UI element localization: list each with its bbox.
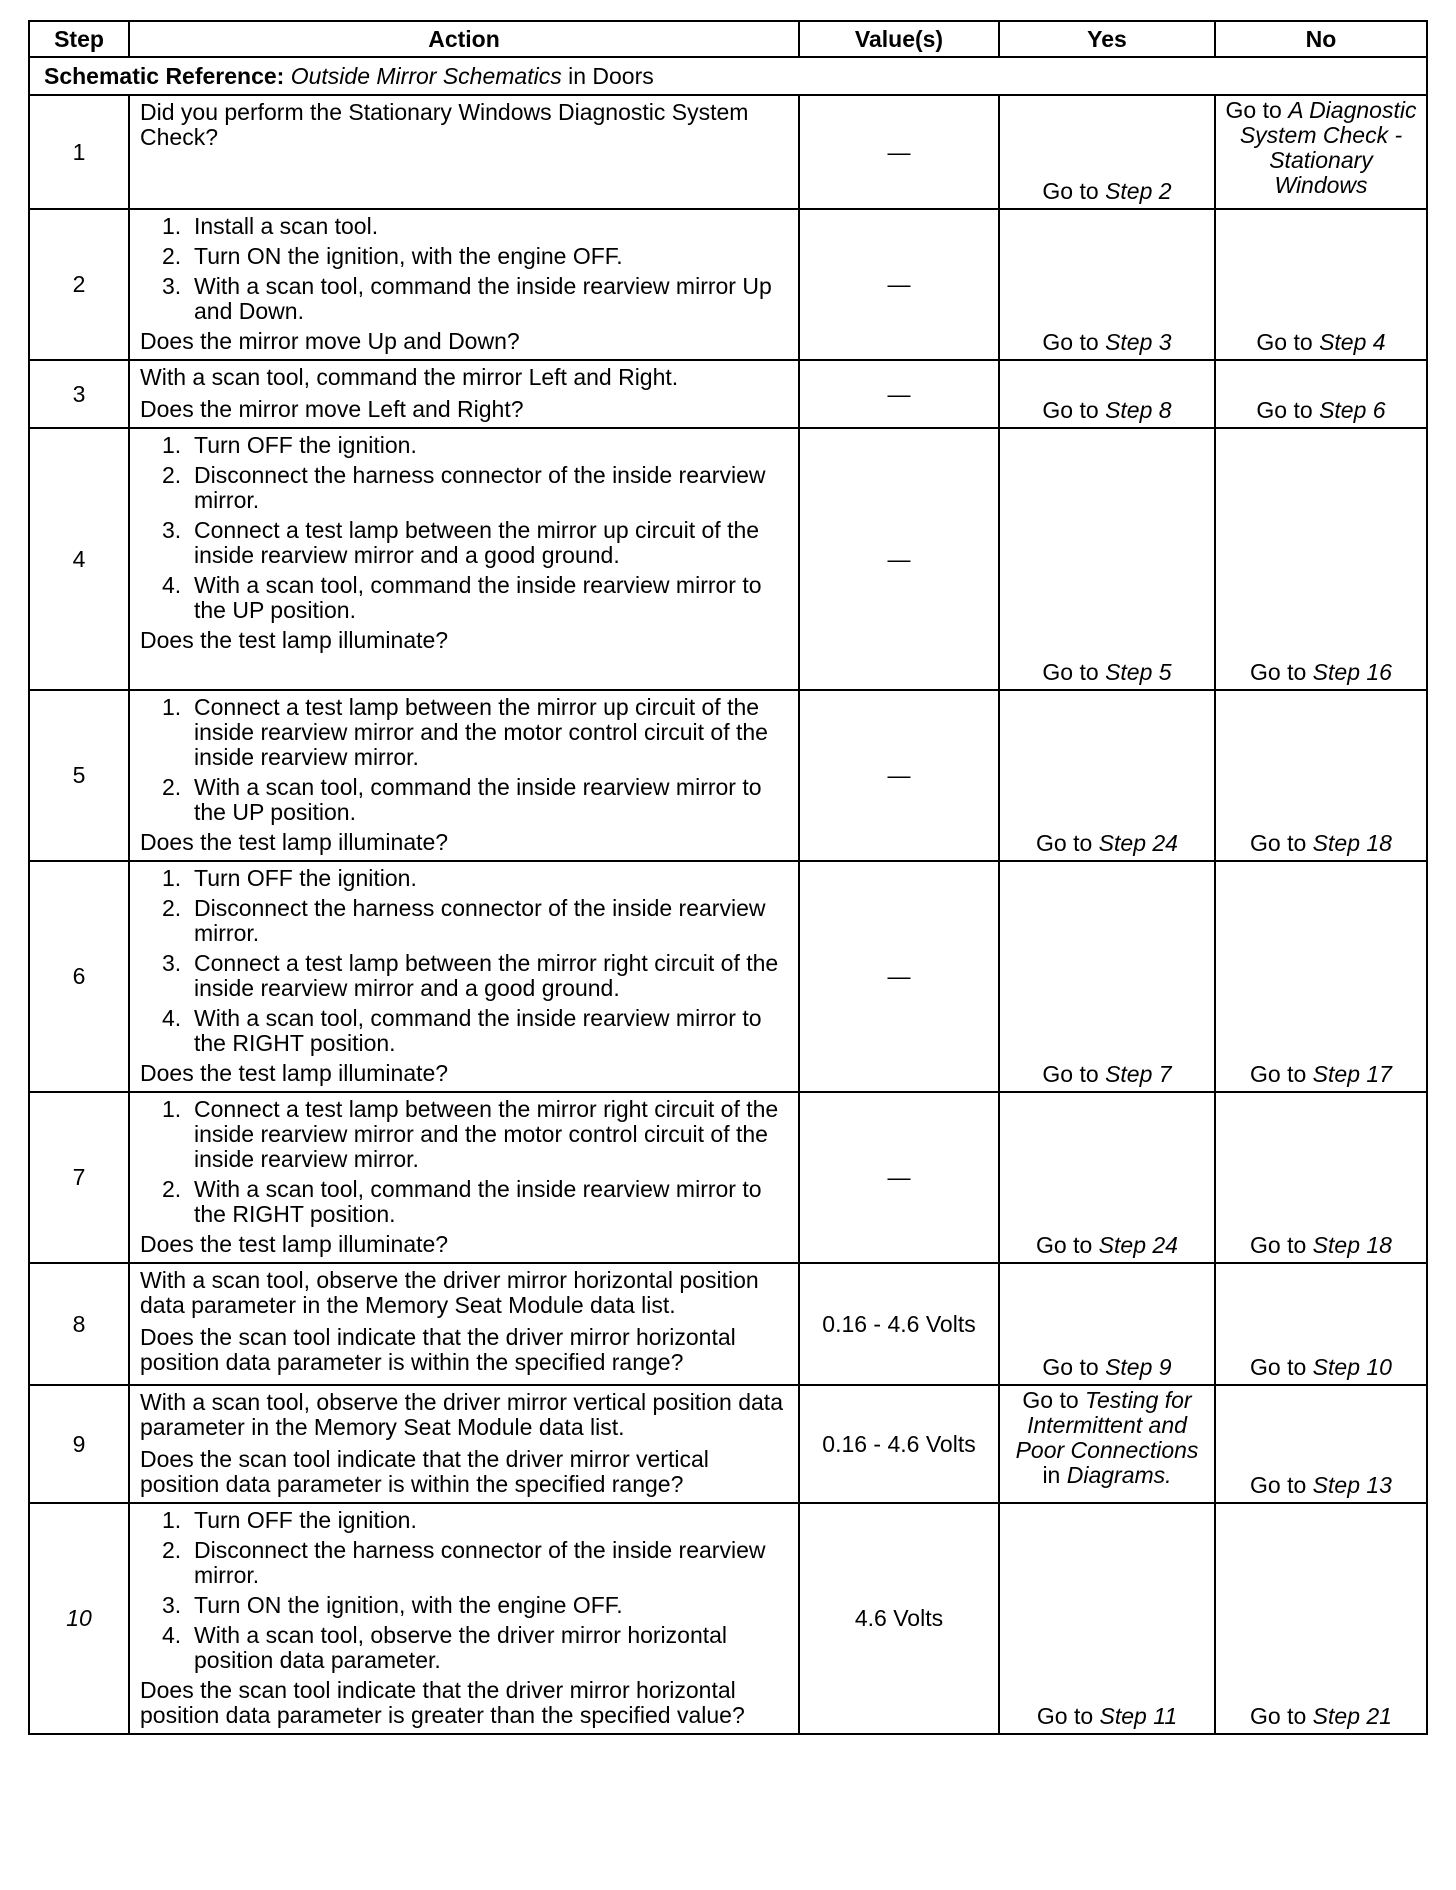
step-row-6 [29, 861, 1427, 1092]
action-steps [140, 695, 790, 825]
item-number: 4. [162, 1005, 182, 1031]
step-row-4 [29, 428, 1427, 690]
yes-step-link[interactable]: Step 24 [1098, 830, 1178, 856]
action-step-item [140, 1097, 790, 1172]
item-number: 1. [162, 432, 182, 458]
yes-cell [999, 209, 1215, 360]
value-cell: 0.16 - 4.6 Volts [799, 1263, 999, 1385]
yes-cell [999, 360, 1215, 428]
no-link[interactable]: A Diagnostic System Check - Stationary Windows [1239, 97, 1417, 198]
item-text: Connect a test lamp between the mirror up circuit of the inside rearview mirror and the motor control circuit of the inside rearview mirror. [194, 694, 768, 770]
action-step-item [140, 1538, 790, 1588]
step-number: 8 [29, 1263, 129, 1385]
yes-step-link[interactable]: Step 24 [1098, 1232, 1178, 1258]
goto-text: Go to [1250, 659, 1313, 685]
action-question: Does the mirror move Left and Right? [140, 396, 524, 422]
item-text: Turn ON the ignition, with the engine OFF. [194, 243, 623, 269]
value-cell: — [799, 360, 999, 428]
item-number: 2. [162, 774, 182, 800]
no-cell [1215, 360, 1427, 428]
value-cell: 0.16 - 4.6 Volts [799, 1385, 999, 1503]
action-steps [140, 1097, 790, 1227]
action-question: Does the test lamp illuminate? [140, 627, 449, 653]
no-cell [1215, 1092, 1427, 1263]
action-step-item [140, 518, 790, 568]
step-number: 10 [29, 1503, 129, 1734]
header-action: Action [129, 21, 799, 57]
no-step-link[interactable]: Step 16 [1312, 659, 1392, 685]
diagnostic-table-page [28, 20, 1426, 1735]
goto-text: Go to [1250, 1354, 1313, 1380]
item-text: Turn OFF the ignition. [194, 1507, 417, 1533]
yes-cell [999, 1385, 1215, 1503]
item-text: Connect a test lamp between the mirror right circuit of the inside rearview mirror and the motor control circuit of the inside rearview mirror. [194, 1096, 779, 1172]
action-step-item [140, 1508, 790, 1533]
action-step-item [140, 433, 790, 458]
schematic-label: Schematic Reference: [44, 62, 285, 89]
goto-text: Go to [1250, 830, 1313, 856]
item-text: With a scan tool, observe the driver mirror horizontal position data parameter. [194, 1622, 728, 1673]
value-cell: — [799, 95, 999, 209]
yes-cell [999, 1263, 1215, 1385]
action-step-item [140, 214, 790, 239]
no-cell [1215, 1385, 1427, 1503]
goto-text: Go to [1225, 97, 1289, 123]
item-text: Connect a test lamp between the mirror right circuit of the inside rearview mirror and a good ground. [194, 950, 779, 1001]
action-cell [129, 360, 799, 428]
yes-cell [999, 1503, 1215, 1734]
action-steps [140, 1508, 790, 1673]
action-step-item [140, 951, 790, 1001]
diagnostic-table [28, 20, 1428, 1735]
schematic-ref-link[interactable]: Outside Mirror Schematics [290, 62, 562, 89]
no-cell [1215, 209, 1427, 360]
yes-step-link[interactable]: Step 11 [1099, 1703, 1178, 1729]
no-step-link[interactable]: Step 18 [1312, 830, 1392, 856]
action-steps [140, 866, 790, 1056]
yes-step-link[interactable]: Step 9 [1105, 1354, 1172, 1380]
action-cell [129, 1503, 799, 1734]
in-text: in [1042, 1462, 1067, 1488]
step-row-2 [29, 209, 1427, 360]
goto-text: Go to [1256, 397, 1320, 423]
goto-text: Go to [1036, 1232, 1099, 1258]
action-step-item [140, 1593, 790, 1618]
no-step-link[interactable]: Step 10 [1312, 1354, 1392, 1380]
action-text: Did you perform the Stationary Windows Diagnostic System Check? [140, 99, 749, 150]
goto-text: Go to [1250, 1472, 1313, 1498]
goto-text: Go to [1256, 329, 1320, 355]
action-cell [129, 209, 799, 360]
schematic-suffix: in Doors [561, 62, 654, 89]
action-cell [129, 95, 799, 209]
yes-step-link[interactable]: Step 3 [1105, 329, 1172, 355]
goto-text: Go to [1042, 397, 1106, 423]
action-text: With a scan tool, observe the driver mirror vertical position data parameter in the Memory Seat Module data list. [140, 1389, 783, 1440]
item-number: 2. [162, 243, 182, 269]
item-text: Connect a test lamp between the mirror up circuit of the inside rearview mirror and a good ground. [194, 517, 760, 568]
item-text: Disconnect the harness connector of the inside rearview mirror. [194, 1537, 766, 1588]
step-number: 5 [29, 690, 129, 861]
item-text: Turn ON the ignition, with the engine OFF. [194, 1592, 623, 1618]
item-number: 2. [162, 1176, 182, 1202]
item-number: 1. [162, 694, 182, 720]
yes-link[interactable]: Testing for Intermittent and Poor Connections [1015, 1387, 1199, 1463]
no-step-link[interactable]: Step 4 [1319, 329, 1386, 355]
action-step-item [140, 573, 790, 623]
no-cell [1215, 95, 1427, 209]
step-row-1 [29, 95, 1427, 209]
yes-step-link[interactable]: Step 8 [1105, 397, 1172, 423]
no-cell [1215, 1263, 1427, 1385]
header-yes: Yes [999, 21, 1215, 57]
header-no: No [1215, 21, 1427, 57]
step-row-9 [29, 1385, 1427, 1503]
no-step-link[interactable]: Step 17 [1312, 1061, 1392, 1087]
schematic-reference-row [29, 57, 1427, 95]
step-row-10 [29, 1503, 1427, 1734]
value-cell: — [799, 209, 999, 360]
value-cell: 4.6 Volts [799, 1503, 999, 1734]
action-step-item [140, 244, 790, 269]
item-text: Disconnect the harness connector of the inside rearview mirror. [194, 895, 766, 946]
action-cell [129, 1263, 799, 1385]
item-number: 1. [162, 1096, 182, 1122]
item-number: 2. [162, 895, 182, 921]
goto-text: Go to [1250, 1232, 1313, 1258]
action-question: Does the mirror move Up and Down? [140, 328, 520, 354]
step-row-5 [29, 690, 1427, 861]
item-text: With a scan tool, command the inside rearview mirror to the UP position. [194, 774, 762, 825]
action-step-item [140, 896, 790, 946]
header-step: Step [29, 21, 129, 57]
step-row-8 [29, 1263, 1427, 1385]
action-question: Does the scan tool indicate that the driver mirror horizontal position data parameter is within the specified range? [140, 1324, 736, 1375]
action-cell [129, 690, 799, 861]
action-question: Does the scan tool indicate that the driver mirror horizontal position data parameter is greater than the specified value? [140, 1677, 745, 1728]
step-number: 1 [29, 95, 129, 209]
no-cell [1215, 690, 1427, 861]
value-cell: — [799, 1092, 999, 1263]
step-row-3 [29, 360, 1427, 428]
action-text: With a scan tool, command the mirror Left and Right. [140, 364, 679, 390]
item-text: Turn OFF the ignition. [194, 865, 417, 891]
value-cell: — [799, 690, 999, 861]
item-text: With a scan tool, command the inside rearview mirror to the UP position. [194, 572, 762, 623]
yes-cell [999, 95, 1215, 209]
item-number: 4. [162, 572, 182, 598]
goto-text: Go to [1036, 830, 1099, 856]
yes-step-link[interactable]: Step 7 [1105, 1061, 1172, 1087]
action-cell [129, 1385, 799, 1503]
goto-text: Go to [1042, 1354, 1106, 1380]
no-cell [1215, 428, 1427, 690]
action-step-item [140, 775, 790, 825]
action-question: Does the test lamp illuminate? [140, 1060, 449, 1086]
item-number: 4. [162, 1622, 182, 1648]
action-step-item [140, 1177, 790, 1227]
item-number: 1. [162, 1507, 182, 1533]
yes-cell [999, 1092, 1215, 1263]
yes-step-link[interactable]: Step 5 [1105, 659, 1172, 685]
action-text: With a scan tool, observe the driver mirror horizontal position data parameter in the Memory Seat Module data list. [140, 1267, 759, 1318]
no-step-link[interactable]: Step 13 [1312, 1472, 1392, 1498]
value-cell: — [799, 428, 999, 690]
goto-text: Go to [1042, 329, 1106, 355]
item-number: 1. [162, 865, 182, 891]
item-number: 3. [162, 1592, 182, 1618]
action-step-item [140, 274, 790, 324]
action-cell [129, 861, 799, 1092]
yes-cell [999, 690, 1215, 861]
yes-cell [999, 428, 1215, 690]
action-question: Does the scan tool indicate that the driver mirror vertical position data parameter is within the specified range? [140, 1446, 709, 1497]
step-row-7 [29, 1092, 1427, 1263]
no-step-link[interactable]: Step 18 [1312, 1232, 1392, 1258]
action-step-item [140, 695, 790, 770]
step-number: 9 [29, 1385, 129, 1503]
goto-text: Go to [1042, 659, 1106, 685]
value-cell: — [799, 861, 999, 1092]
action-question: Does the test lamp illuminate? [140, 1231, 449, 1257]
diagrams-link[interactable]: Diagrams. [1066, 1462, 1172, 1488]
no-step-link[interactable]: Step 6 [1319, 397, 1386, 423]
no-cell [1215, 1503, 1427, 1734]
action-cell [129, 428, 799, 690]
action-steps [140, 214, 790, 324]
item-text: With a scan tool, command the inside rearview mirror to the RIGHT position. [194, 1005, 762, 1056]
item-number: 2. [162, 1537, 182, 1563]
no-cell [1215, 861, 1427, 1092]
step-number: 2 [29, 209, 129, 360]
no-step-link[interactable]: Step 21 [1312, 1703, 1392, 1729]
yes-step-link[interactable]: Step 2 [1105, 178, 1172, 204]
header-row [29, 21, 1427, 57]
goto-text: Go to [1250, 1703, 1313, 1729]
item-text: With a scan tool, command the inside rearview mirror to the RIGHT position. [194, 1176, 762, 1227]
header-values: Value(s) [799, 21, 999, 57]
action-question: Does the test lamp illuminate? [140, 829, 449, 855]
item-text: Disconnect the harness connector of the inside rearview mirror. [194, 462, 766, 513]
action-steps [140, 433, 790, 623]
step-number: 6 [29, 861, 129, 1092]
goto-text: Go to [1042, 1061, 1106, 1087]
action-step-item [140, 1006, 790, 1056]
action-step-item [140, 1623, 790, 1673]
goto-text: Go to [1042, 178, 1106, 204]
action-cell [129, 1092, 799, 1263]
item-text: With a scan tool, command the inside rearview mirror Up and Down. [194, 273, 772, 324]
item-number: 3. [162, 950, 182, 976]
goto-text: Go to [1250, 1061, 1313, 1087]
step-number: 3 [29, 360, 129, 428]
goto-text: Go to [1022, 1387, 1086, 1413]
item-number: 2. [162, 462, 182, 488]
step-number: 4 [29, 428, 129, 690]
item-text: Install a scan tool. [194, 213, 379, 239]
goto-text: Go to [1036, 1703, 1100, 1729]
schematic-reference [29, 57, 1427, 95]
yes-cell [999, 861, 1215, 1092]
item-number: 3. [162, 517, 182, 543]
action-step-item [140, 866, 790, 891]
item-text: Turn OFF the ignition. [194, 432, 417, 458]
item-number: 3. [162, 273, 182, 299]
item-number: 1. [162, 213, 182, 239]
step-number: 7 [29, 1092, 129, 1263]
action-step-item [140, 463, 790, 513]
